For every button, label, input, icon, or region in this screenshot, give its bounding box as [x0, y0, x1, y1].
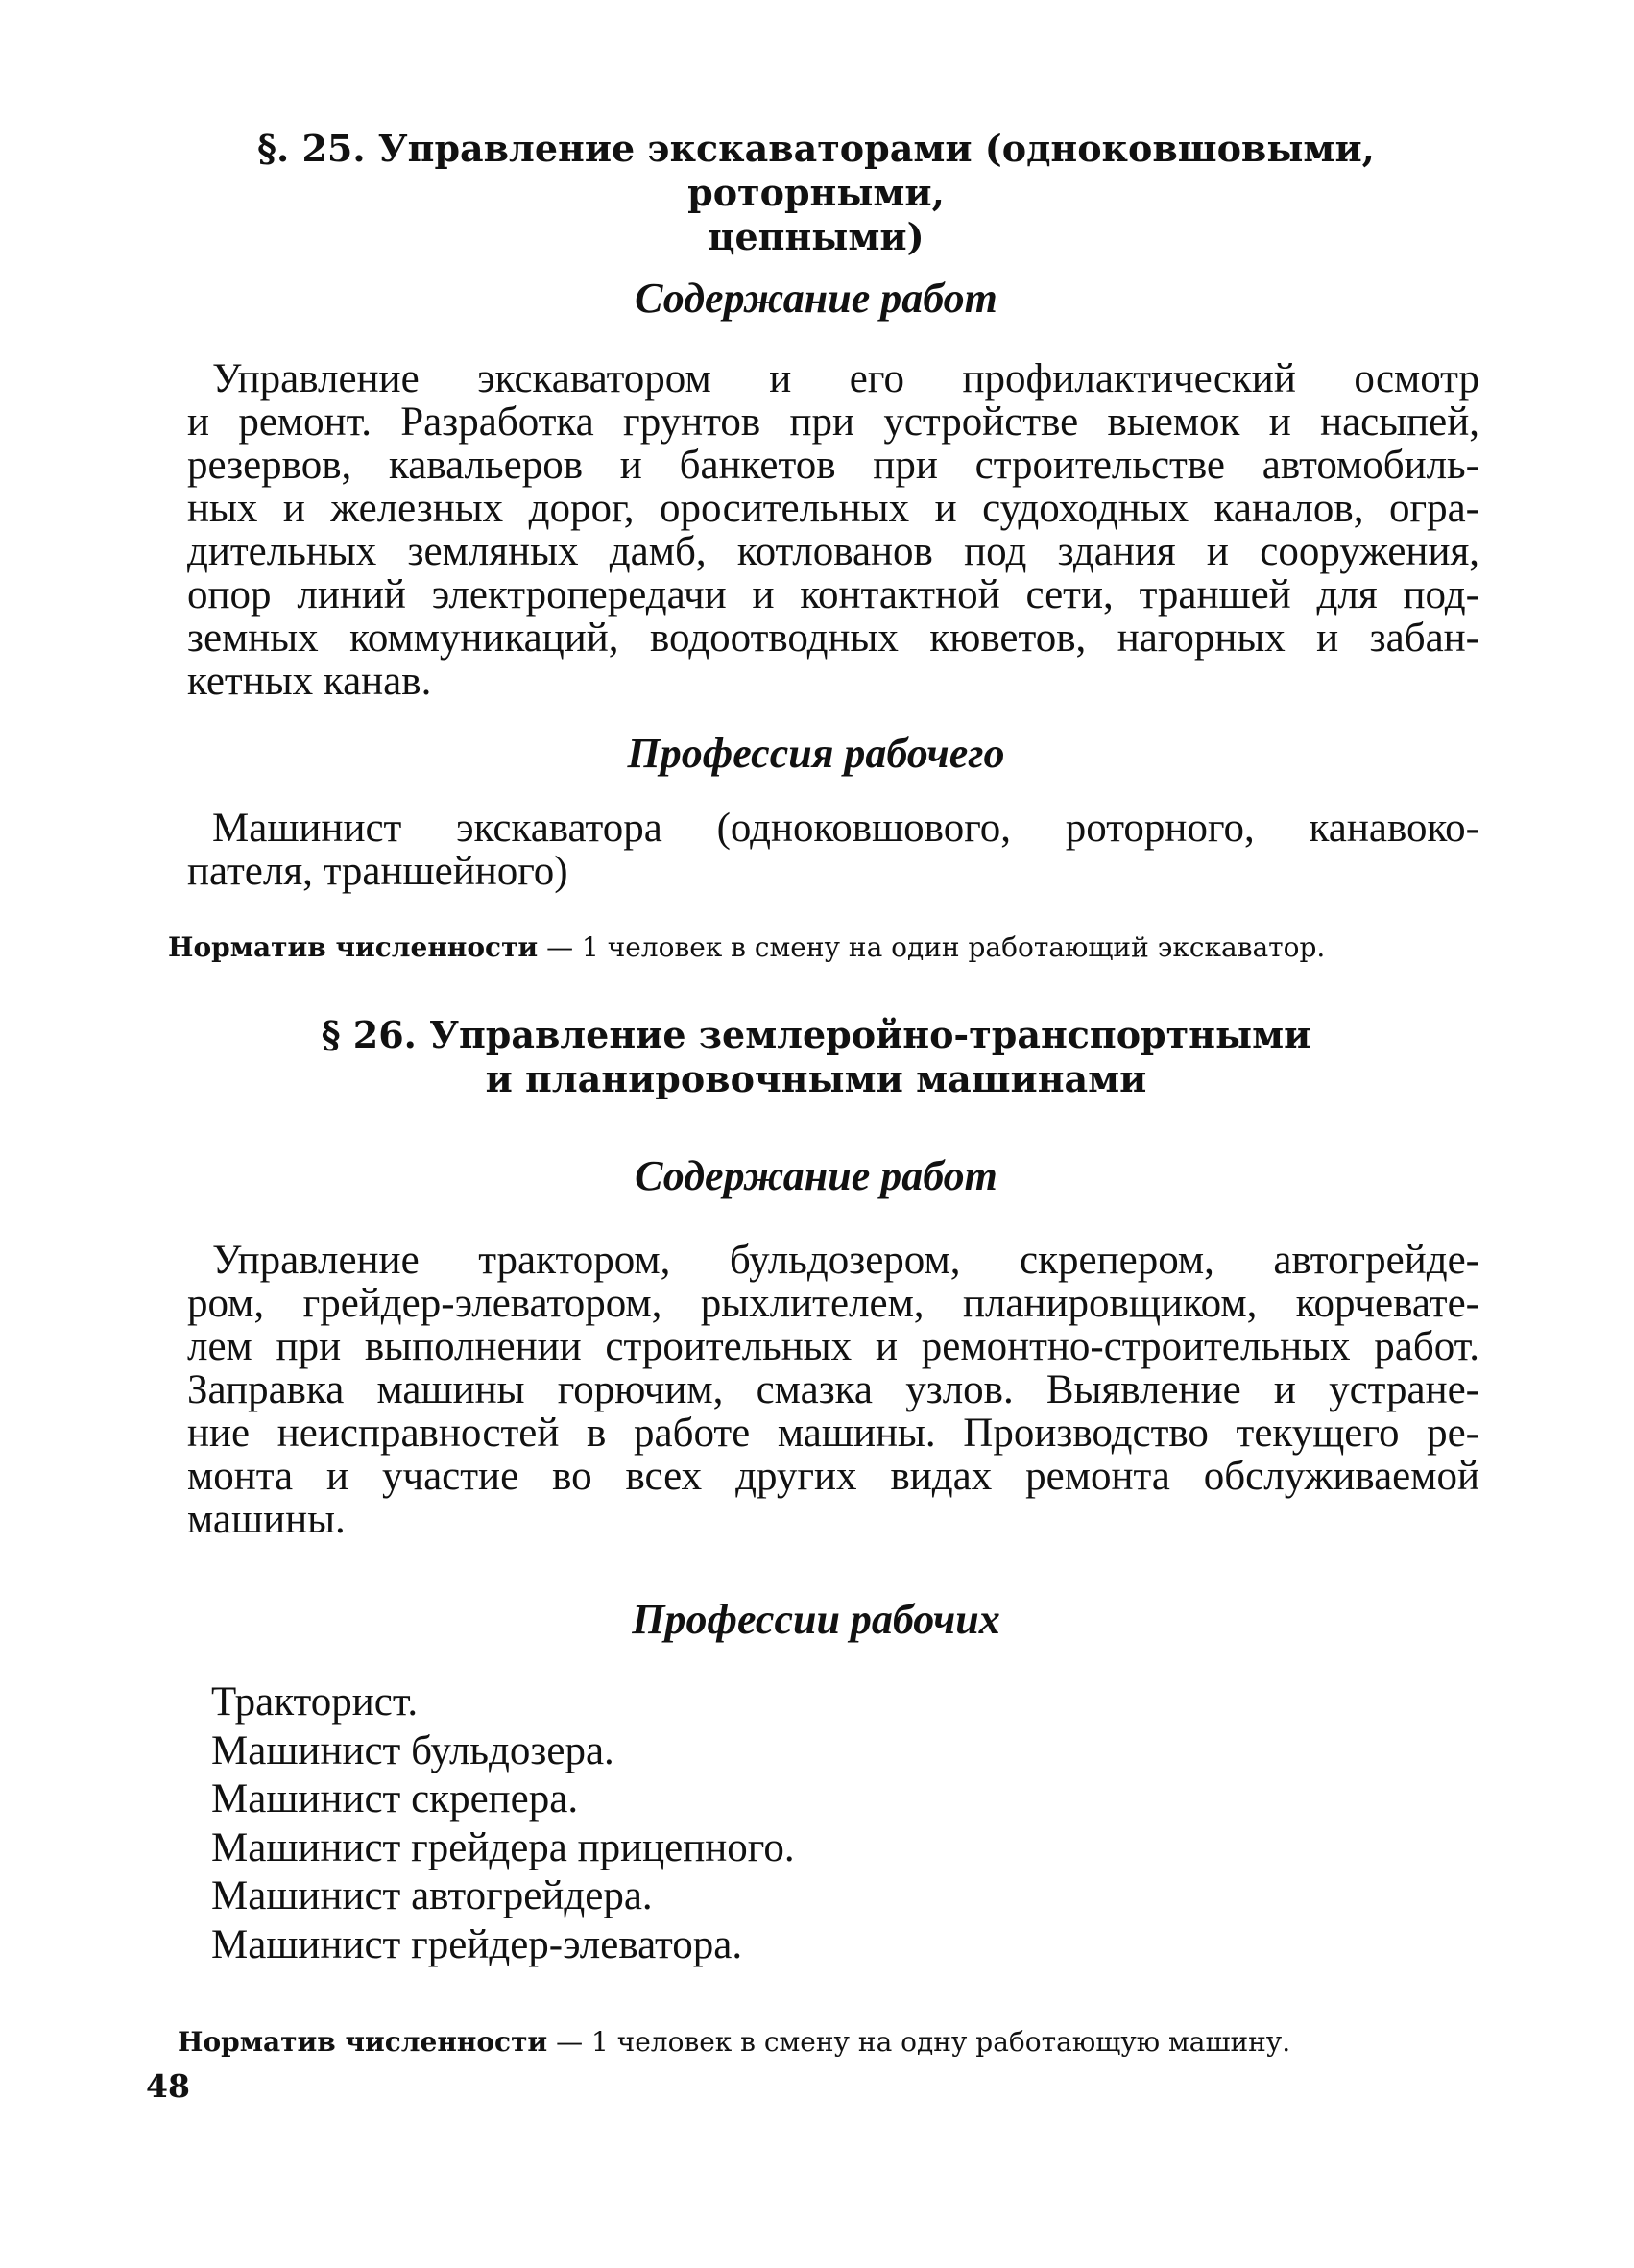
text-line: машины. [187, 1497, 346, 1542]
section-26-work-description [187, 1239, 1479, 1541]
section-26-title [154, 1013, 1478, 1101]
text-line: дительных земляных дамб, котлованов под здания и сооружения, [187, 529, 1479, 574]
text-line: резервов, кавальеров и банкетов при строительстве автомобиль- [187, 443, 1479, 488]
text-line: кетных канав. [187, 659, 432, 704]
section-25-profession [187, 807, 1479, 893]
list-item: Машинист автогрейдера. [211, 1873, 653, 1918]
section-25-title-line-2: цепными) [708, 215, 925, 258]
text-line: ром, грейдер-элеватором, рыхлителем, планировщиком, корчевате- [187, 1281, 1479, 1326]
text-line: Заправка машины горючим, смазка узлов. Выявление и устране- [187, 1367, 1479, 1412]
text-line: монта и участие во всех других видах ремонта обслуживаемой [187, 1454, 1479, 1499]
text-line: лем при выполнении строительных и ремонтно-строительных работ. [187, 1324, 1479, 1369]
text-line: Машинист экскаватора (одноковшового, роторного, канавоко- [212, 806, 1479, 851]
list-item: Машинист грейдера прицепного. [211, 1824, 795, 1870]
norm-text: — 1 человек в смену на одну работающую машину. [547, 2026, 1291, 2058]
section-26-title-line-2: и планировочными машинами [485, 1057, 1147, 1100]
text-line: пателя, траншейного) [187, 849, 568, 894]
section-25-work-description [187, 357, 1479, 703]
page-number: 48 [146, 2067, 190, 2105]
section-25-work-heading: Содержание работ [635, 275, 997, 322]
text-line: и ремонт. Разработка грунтов при устройстве выемок и насыпей, [187, 399, 1479, 445]
list-item: Машинист бульдозера. [211, 1727, 614, 1773]
text-line: ние неисправностей в работе машины. Производство текущего ре- [187, 1411, 1479, 1456]
section-26-title-line-1: § 26. Управление землеройно-транспортными [321, 1013, 1311, 1056]
norm-label: Норматив численности [168, 931, 539, 963]
text-line: земных коммуникаций, водоотводных кюветов, нагорных и забан- [187, 615, 1479, 661]
text-line: ных и железных дорог, оросительных и судоходных каналов, огра- [187, 486, 1479, 531]
list-item: Тракторист. [211, 1679, 419, 1725]
section-25-profession-heading: Профессия рабочего [627, 730, 1005, 777]
list-item: Машинист грейдер-элеватора. [211, 1921, 743, 1967]
text-line: Управление экскаватором и его профилактический осмотр [212, 356, 1479, 401]
section-25-staffing-norm [168, 931, 1454, 964]
section-25-title [154, 127, 1478, 259]
text-line: опор линий электропередачи и контактной сети, траншей для под- [187, 572, 1479, 617]
norm-label: Норматив численности [178, 2026, 548, 2058]
text-line: Управление трактором, бульдозером, скрепером, автогрейде- [212, 1238, 1479, 1283]
list-item: Машинист скрепера. [211, 1776, 579, 1822]
section-26-professions-list [211, 1678, 1363, 1969]
section-25-title-line-1: §. 25. Управление экскаваторами (одноковшовыми, роторными, [257, 127, 1375, 214]
section-26-work-heading: Содержание работ [635, 1152, 997, 1199]
section-26-professions-heading: Профессии рабочих [632, 1596, 1000, 1643]
section-26-staffing-norm [178, 2026, 1464, 2059]
norm-text: — 1 человек в смену на один работающий экскаватор. [538, 931, 1326, 963]
